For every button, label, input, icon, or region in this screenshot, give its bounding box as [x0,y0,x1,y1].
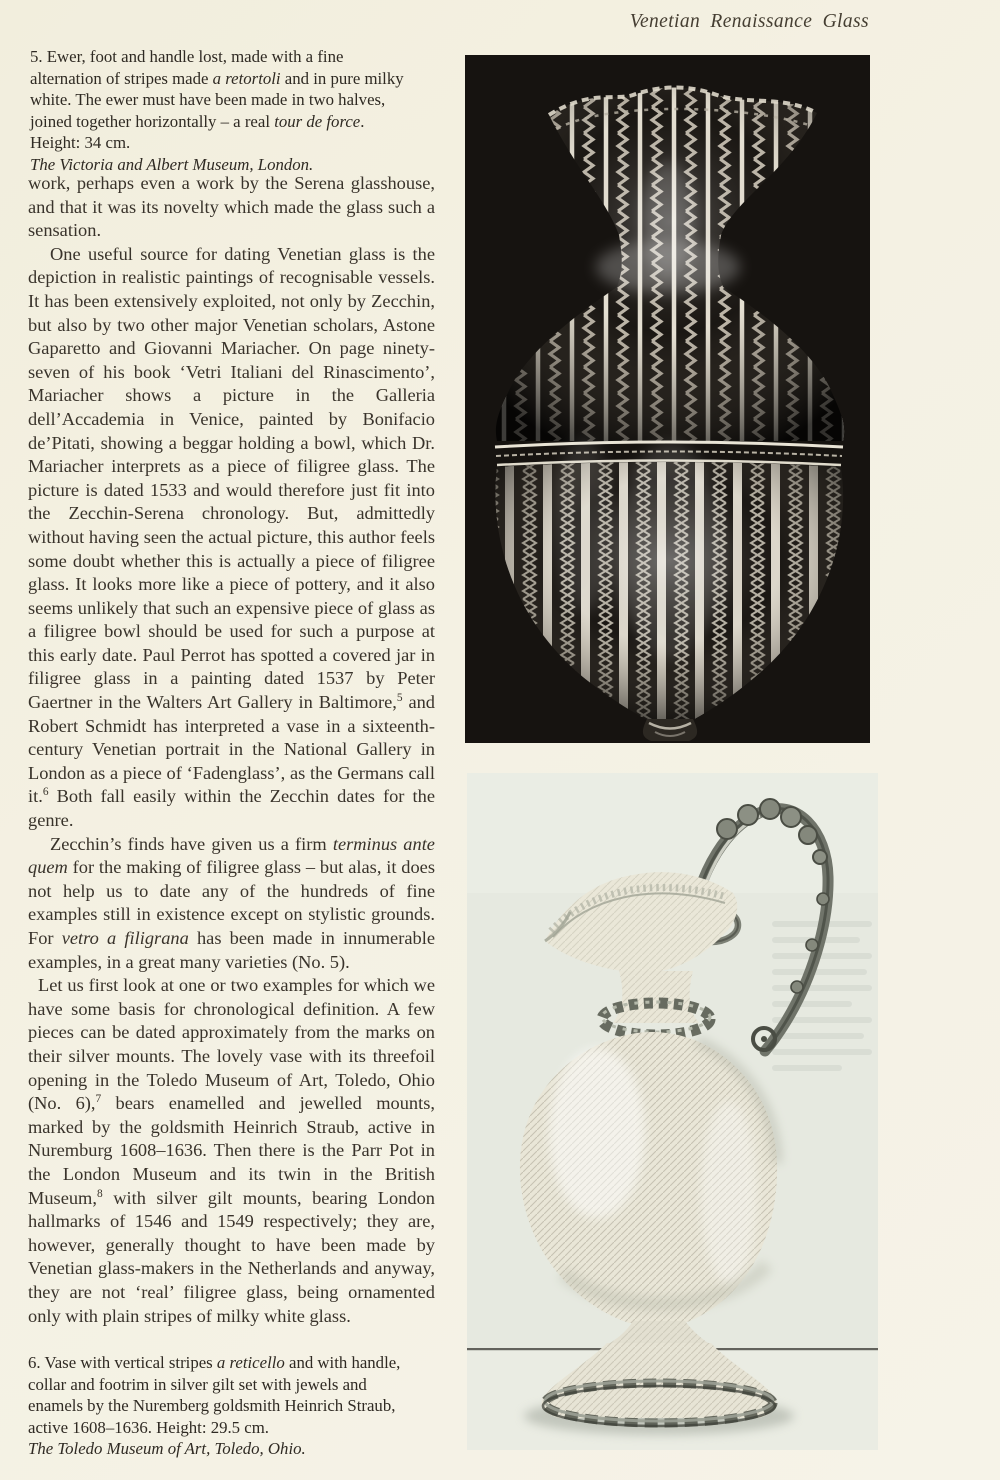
running-head: Venetian Renaissance Glass [629,11,869,32]
caption5-credit: The Victoria and Albert Museum, London. [30,154,314,174]
paragraph-text: One useful source for dating Venetian glass is the depiction in realistic paintings of recognisable vessels. It has been extensively exploited, not only by Zecchin, but also by two other major Venetian scholars, Astone Gaparetto and Giovanni Mariacher. On page ninety-seven of his book ‘Vetri Italiani del Rinascimento’, Mariacher shows a picture in the Galleria dell’Accademia in Venice, painted by Bonifacio de’Pitati, showing a beggar holding a bowl, which Dr. Mariacher interprets as a piece of filigree glass. The picture is dated 1533 and would therefore just fit into the Zecchin-Serena chronology. But, admittedly without having seen the actual picture, this author feels some doubt whether this is actually a piece of filigree glass. It looks more like a piece of pottery, and it also seems unlikely that such an expensive piece of glass as a filigree bowl should be used for such a purpose at this early date. Paul Perrot has spotted a covered jar in filigree glass in a painting dated 1537 by Peter Gaertner in the Walters Art Gallery in Baltimore, [28,243,435,713]
caption6-text: and with handle, collar and footrim in silver gilt set with jewels and enamels by the Nuremberg goldsmith Heinrich Straub, active 1608–1636. Height: 29.5 cm. [28,1353,401,1437]
paragraph [28,172,435,243]
paragraph-text: with silver gilt mounts, bearing London hallmarks of 1546 and 1549 respectively; they are, however, generally thought to have been made by Venetian glass-makers in the Netherlands and anyway, they are not ‘real’ filigree glass, being ornamented only with plain stripes of milky white glass. [28,1187,435,1326]
paragraph-text: has been made in innumerable examples, in a great many varieties (No. 5). [28,928,435,972]
paragraph [28,974,435,1328]
caption6-credit: The Toledo Museum of Art, Toledo, Ohio. [28,1439,306,1459]
caption5-text: 5. Ewer, foot and handle lost, made with a fine alternation of stripes made [30,47,344,88]
footnote-ref: 6 [42,786,49,799]
caption5-text: . Height: 34 cm. [30,111,365,153]
caption6-text: 6. Vase with vertical stripes [28,1353,217,1372]
paragraph-text: for the making of filigree glass – but alas, it does not help us to date any of the hundreds of fine examples still in existence except on stylistic grounds. For [28,857,435,948]
vase-neck [613,971,699,1023]
paragraph-text: and Robert Schmidt has interpreted a vase in a sixteenth-century Venetian portrait in the National Gallery in London as a piece of ‘Fadenglass’, as the Germans call it. [28,692,435,807]
body-text-column [28,172,435,1328]
footnote-ref: 5 [396,691,403,704]
caption5-text: and in pure milky white. The ewer must have been made in two halves, joined together horizontally – a real [30,68,404,131]
figure5-caption [30,46,408,176]
paragraph [28,243,435,833]
paragraph-italic: vetro a filigrana [61,928,189,948]
paragraph [28,833,435,975]
paragraph-text: bears enamelled and jewelled mounts, marked by the goldsmith Heinrich Straub, active in Nuremburg 1608–1636. Then there is the Parr Pot in the London Museum and its twin in the British Museum, [28,1093,435,1208]
figure6-illustration [467,773,878,1450]
paragraph-text: Let us first look at one or two examples for which we have some basis for chronological definition. A few pieces can be dated approximately from the marks on their silver mounts. The lovely vase with its threefoil opening in the Toledo Museum of Art, Toledo, Ohio (No. 6), [28,975,435,1114]
footnote-ref: 7 [95,1093,102,1106]
paragraph-text: Zecchin’s finds have given us a firm [50,833,333,854]
paragraph-italic: terminus ante quem [28,833,435,878]
broken-foot-knob [643,719,697,741]
caption5-italic: tour de force [274,111,361,131]
figure5-photo [465,55,870,743]
figure6-caption [28,1352,420,1460]
paragraph-text: Both fall easily within the Zecchin dates for the genre. [28,786,435,831]
footnote-ref: 8 [96,1187,103,1200]
figure6-photo [467,773,878,1450]
caption6-italic: a reticello [216,1353,285,1372]
figure5-illustration [465,55,870,743]
paragraph-text: work, perhaps even a work by the Serena glasshouse, and that it was its novelty which made the glass such a sensation. [28,173,435,241]
caption5-italic: a retortoli [212,68,281,88]
